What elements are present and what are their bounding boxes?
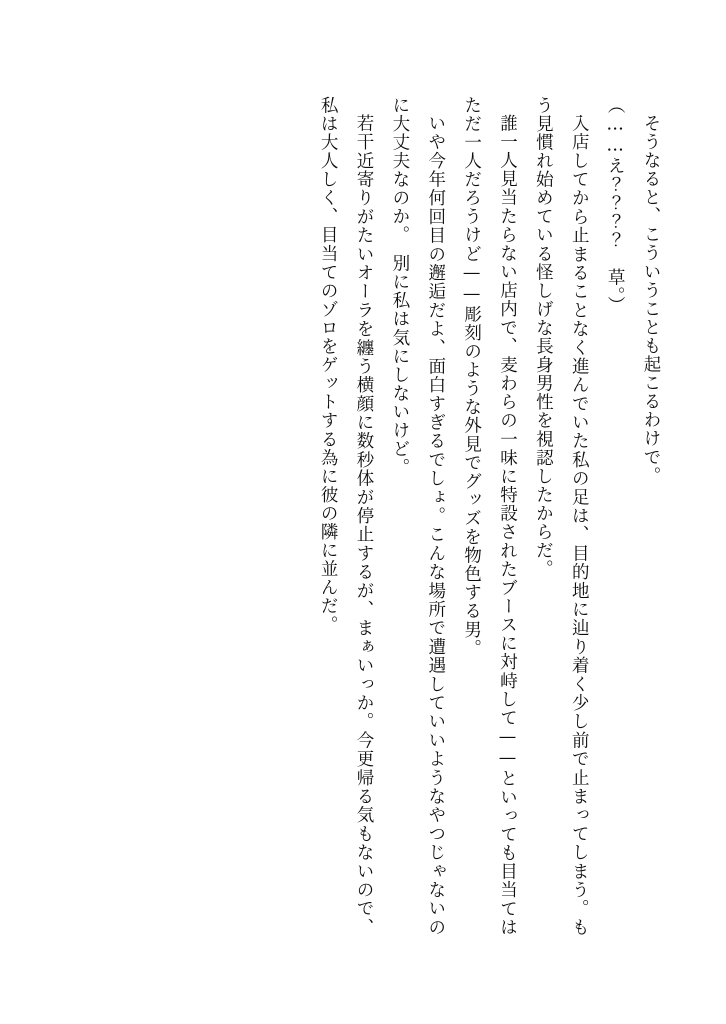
paragraph-3: 入店してから止まることなく進んでいた私の足は、目的地に辿り着く少し前で止まってしまう。もう見慣れ始めている怪しげな長身男性を視認したからだ。 [533,96,590,936]
paragraph-6: 若干近寄りがたいオーラを纏う横顔に数秒体が停止するが、まぁいっか。今更帰る気もないので、私は大人しく、目当てのゾロをゲットする為に彼の隣に並んだ。 [318,96,374,936]
vertical-text-body [108,96,668,936]
paragraph-1: そうなると、こういうことも起こるわけで。 [641,113,661,485]
paragraph-4: 誰一人見当たらない店内で、麦わらの一味に特設されたブースに対峙して——といっても目当てはただ一人だろうけど——彫刻のような外見でグッズを物色する男。 [461,96,518,936]
paragraph-5: いや今年何回目の邂逅だよ、面白すぎるでしょ。こんな場所で遭遇していいようなやつじゃないのに大丈夫なのか。 別に私は気にしないけど。 [389,96,446,936]
paragraph-2: （……え？？？？ 草。） [605,96,626,315]
